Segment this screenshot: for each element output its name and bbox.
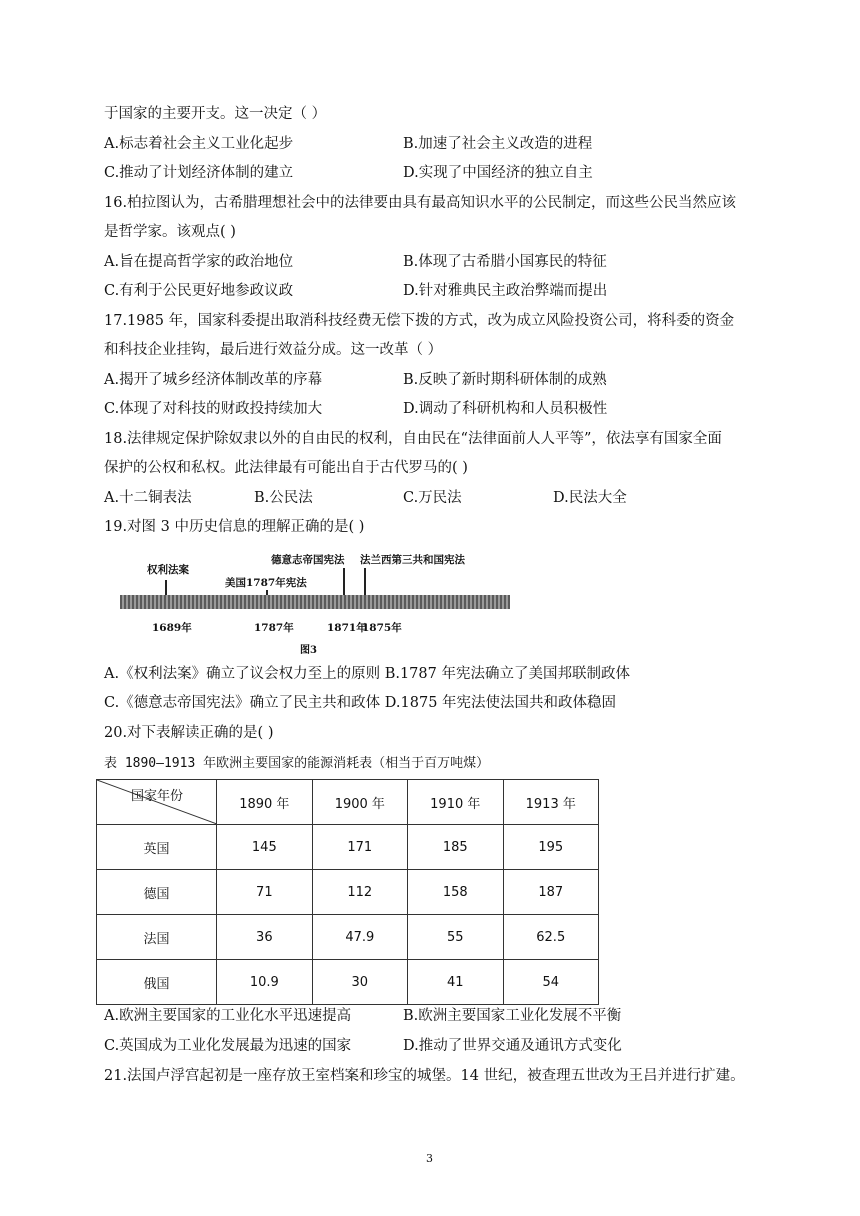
timeline-tick-1875 — [364, 568, 366, 596]
table-cell: 145 — [217, 825, 312, 870]
q16-option-c[interactable]: C.有利于公民更好地参政议政 — [104, 283, 294, 299]
table-header: 1890 年 — [217, 780, 312, 825]
figure-caption: 图3 — [300, 645, 317, 656]
q15-option-b[interactable]: B.加速了社会主义改造的进程 — [403, 136, 593, 152]
q16-option-b[interactable]: B.体现了古希腊小国寡民的特征 — [403, 254, 607, 270]
table-cell: 171 — [312, 825, 407, 870]
table-row-country: 英国 — [97, 825, 217, 870]
timeline-year-1787: 1787年 — [254, 622, 294, 634]
q15-option-a[interactable]: A.标志着社会主义工业化起步 — [104, 136, 294, 152]
q17-option-a[interactable]: A.揭开了城乡经济体制改革的序幕 — [104, 372, 323, 388]
q15-option-d[interactable]: D.实现了中国经济的独立自主 — [403, 165, 593, 181]
timeline-year-1871: 1871年 — [327, 622, 367, 634]
table-corner-label: 国家年份 — [131, 789, 184, 804]
q18-option-d[interactable]: D.民法大全 — [553, 490, 627, 506]
table-cell: 30 — [312, 960, 407, 1005]
table-row-country: 俄国 — [97, 960, 217, 1005]
q16-option-a[interactable]: A.旨在提高哲学家的政治地位 — [104, 254, 294, 270]
q17-option-b[interactable]: B.反映了新时期科研体制的成熟 — [403, 372, 607, 388]
question-19-stem: 19.对图 3 中历史信息的理解正确的是( ) — [104, 519, 365, 535]
question-16-stem-line1: 16.柏拉图认为，古希腊理想社会中的法律要由具有最高知识水平的公民制定，而这些公民当然应该 — [104, 195, 737, 211]
q20-option-c[interactable]: C.英国成为工业化发展最为迅速的国家 — [104, 1038, 352, 1054]
q18-option-a[interactable]: A.十二铜表法 — [104, 490, 192, 506]
table-cell: 112 — [312, 870, 407, 915]
timeline-bar — [120, 595, 510, 609]
table-cell: 187 — [503, 870, 599, 915]
table-row — [97, 825, 599, 870]
table-header: 1900 年 — [312, 780, 407, 825]
q20-option-a[interactable]: A.欧洲主要国家的工业化水平迅速提高 — [104, 1008, 352, 1024]
q19-options-cd[interactable]: C.《德意志帝国宪法》确立了民主共和政体 D.1875 年宪法使法国共和政体稳固 — [104, 695, 617, 711]
table-cell: 41 — [408, 960, 503, 1005]
timeline-year-1875: 1875年 — [362, 622, 402, 634]
table-cell: 185 — [408, 825, 503, 870]
q17-option-d[interactable]: D.调动了科研机构和人员积极性 — [403, 401, 608, 417]
question-17-stem-line2: 和科技企业挂钩，最后进行效益分成。这一改革（ ） — [104, 342, 443, 358]
timeline-figure-3 — [120, 540, 520, 656]
question-17-stem-line1: 17.1985 年，国家科委提出取消科技经费无偿下拨的方式，改为成立风险投资公司，将科委的资金 — [104, 313, 735, 329]
q17-option-c[interactable]: C.体现了对科技的财政投持续加大 — [104, 401, 323, 417]
table-row — [97, 960, 599, 1005]
question-18-stem-line1: 18.法律规定保护除奴隶以外的自由民的权利，自由民在“法律面前人人平等”，依法享有国家全面 — [104, 431, 722, 447]
question-21-stem: 21.法国卢浮宫起初是一座存放王室档案和珍宝的城堡。14 世纪，被查理五世改为王吕并进行扩建。 — [104, 1068, 745, 1084]
table-row — [97, 870, 599, 915]
table-cell: 47.9 — [312, 915, 407, 960]
q20-option-b[interactable]: B.欧洲主要国家工业化发展不平衡 — [403, 1008, 622, 1024]
table-header-row — [97, 780, 599, 825]
table-row-country: 法国 — [97, 915, 217, 960]
table-cell: 71 — [217, 870, 312, 915]
q15-option-c[interactable]: C.推动了计划经济体制的建立 — [104, 165, 294, 181]
timeline-label-french-constitution: 法兰西第三共和国宪法 — [360, 554, 465, 566]
table-header: 1910 年 — [408, 780, 503, 825]
timeline-tick-1689 — [165, 580, 167, 596]
question-20-stem: 20.对下表解读正确的是( ) — [104, 725, 274, 741]
q20-option-d[interactable]: D.推动了世界交通及通讯方式变化 — [403, 1038, 622, 1054]
table-cell: 54 — [503, 960, 599, 1005]
table-cell: 36 — [217, 915, 312, 960]
q18-option-c[interactable]: C.万民法 — [403, 490, 462, 506]
question-18-stem-line2: 保护的公权和私权。此法律最有可能出自于古代罗马的( ) — [104, 460, 468, 476]
table-row-country: 德国 — [97, 870, 217, 915]
question-15-stem-tail: 于国家的主要开支。这一决定（ ） — [104, 106, 327, 122]
timeline-label-us-constitution: 美国1787年宪法 — [225, 577, 307, 589]
q16-option-d[interactable]: D.针对雅典民主政治弊端而提出 — [403, 283, 608, 299]
table-caption: 表 1890—1913 年欧洲主要国家的能源消耗表（相当于百万吨煤） — [104, 756, 490, 771]
q19-options-ab[interactable]: A.《权利法案》确立了议会权力至上的原则 B.1787 年宪法确立了美国邦联制政体 — [104, 666, 630, 682]
question-16-stem-line2: 是哲学家。该观点( ) — [104, 224, 236, 240]
timeline-label-german-constitution: 德意志帝国宪法 — [271, 554, 345, 566]
table-cell: 55 — [408, 915, 503, 960]
q18-option-b[interactable]: B.公民法 — [254, 490, 313, 506]
table-row — [97, 915, 599, 960]
timeline-year-1689: 1689年 — [152, 622, 192, 634]
table-corner-cell — [97, 780, 217, 825]
table-cell: 62.5 — [503, 915, 599, 960]
table-cell: 158 — [408, 870, 503, 915]
table-cell: 10.9 — [217, 960, 312, 1005]
table-cell: 195 — [503, 825, 599, 870]
table-header: 1913 年 — [503, 780, 599, 825]
timeline-label-bill-of-rights: 权利法案 — [147, 564, 189, 576]
timeline-tick-1871 — [343, 568, 345, 596]
page-number: 3 — [426, 1152, 433, 1165]
energy-consumption-table — [96, 779, 599, 1005]
